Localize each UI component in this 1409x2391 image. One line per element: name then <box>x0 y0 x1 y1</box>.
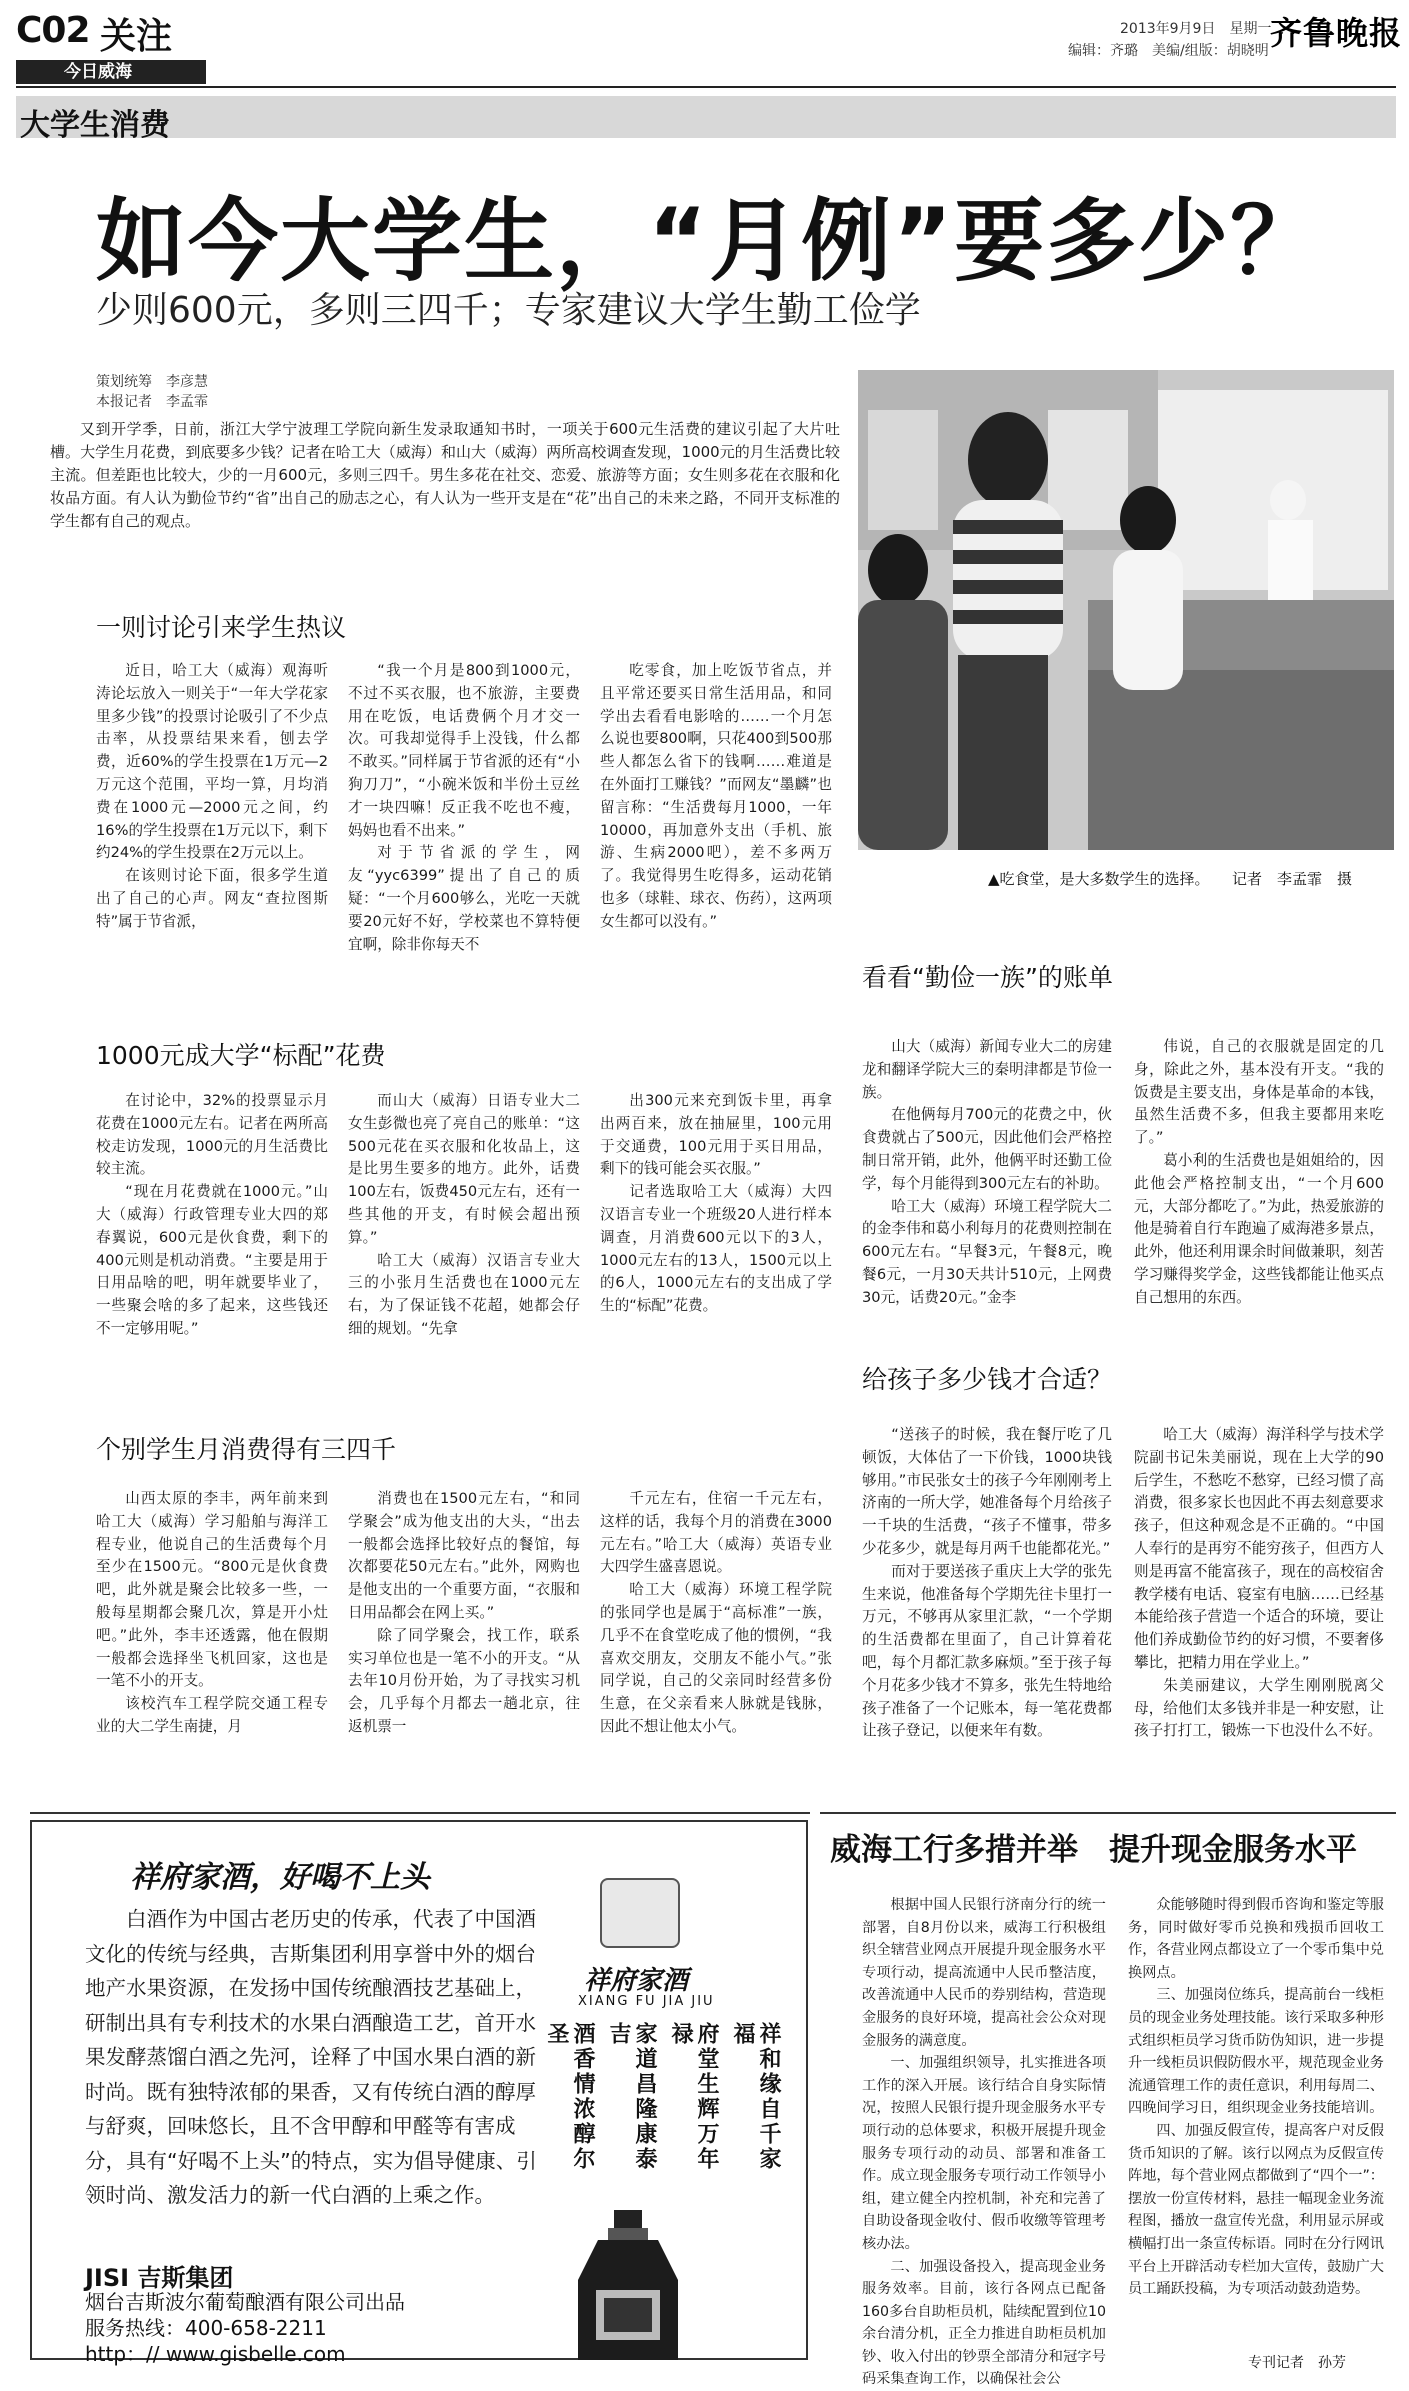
column-paragraph: 一、加强组织领导，扎实推进各项工作的深入开展。该行结合自身实际情况，按照人民银行提升现金服务水平专项行动的总体要求，积极开展提升现金服务专项行动的动员、部署和准备工作。成立现金服务专项行动工作领导小组，建立健全内控机制，补充和完善了自助设备现金收付、假币收缴等管理考核办法。 <box>862 2052 1106 2255</box>
ad-brand-pinyin: XIANG FU JIA JIU <box>578 1994 715 2009</box>
ad-slogan: 祥府家酒，好喝不上头 <box>130 1852 430 1896</box>
paper-logo: 齐鲁晚报 <box>1270 8 1402 54</box>
column-text: 山西太原的李丰，两年前来到哈工大（威海）学习船舶与海洋工程专业，他说自己的生活费每个月至少在1500元。“800元是伙食费吧，此外就是聚会比较多一些，一般每星期都会聚几次，算是开小灶吧。”此外，李丰还透露，他在假期一般都会选择坐飞机回家，这也是一笔不小的开支。 <box>96 1488 328 1693</box>
section-heading: 1000元成大学“标配”花费 <box>96 1036 386 1072</box>
column-text: 山大（威海）新闻专业大二的房建龙和翻译学院大三的秦明津都是节俭一族。 <box>862 1036 1112 1104</box>
editor-credits: 编辑：齐璐 美编/组版：胡晓明 <box>1068 40 1269 60</box>
column-paragraph: 对于节省派的学生，网友“yyc6399”提出了自己的质疑：“一个月600够么，光吃一天就要20元好不好，学校菜也不算特便宜啊，除非你每天不 <box>348 842 580 956</box>
column-paragraph: 哈工大（威海）环境工程学院的张同学也是属于“高标准”一族，几乎不在食堂吃成了他的惯例，“我喜欢交朋友，交朋友不能小气。”张同学说，自己的父亲同时经营多份生意，在父亲看来人脉就是钱脉，因此不想让他太小气。 <box>600 1579 832 1739</box>
subheadline: 少则600元，多则三四千；专家建议大学生勤工俭学 <box>96 282 921 333</box>
canteen-photo <box>858 370 1394 850</box>
article-column <box>1134 1424 1384 1804</box>
column-text: 吃零食，加上吃饭节省点，并且平常还要买日常生活用品，和同学出去看看电影啥的……一个月怎么说也要800啊，只花400到500那些人都怎么省下的钱啊……难道是在外面打工赚钱？”而网友“墨麟”也留言称：“生活费每月1000，一年10000，再加意外支出（手机、旅游、生病2000吧），差不多两万了。我觉得男生吃得多，运动花销也多（球鞋、球衣、伤药），这两项女生都可以没有。” <box>600 660 832 934</box>
section-label: 关注 <box>100 8 172 59</box>
bottle-icon <box>568 2210 688 2360</box>
lede <box>50 418 840 533</box>
verse-line: 祥和缘自千家福 <box>730 2022 782 2172</box>
issue-date: 2013年9月9日 星期一 <box>1120 18 1271 38</box>
article-column <box>348 1090 580 1390</box>
column-paragraph: 而对于要送孩子重庆上大学的张先生来说，他准备每个学期先往卡里打一万元，不够再从家里汇款，“一个学期的生活费都在里面了，自己计算着花吧，每个月都汇款多麻烦。”至于孩子每个月花多少钱才不算多，张先生特地给孩子准备了一个记账本，每一笔花费都让孩子登记，以便来年有数。 <box>862 1561 1112 1743</box>
article-column <box>862 1894 1106 2346</box>
column-text: 哈工大（威海）海洋科学与技术学院副书记朱美丽说，现在上大学的90后学生，不愁吃不愁穿，已经习惯了高消费，很多家长也因此不再去刻意要求孩子，但这种观念是不正确的。“中国人奉行的是再穷不能穷孩子，但西方人则是再富不能富孩子，现在的高校宿舍教学楼有电话、寝室有电脑……已经基本能给孩子营造一个适合的环境，要让他们养成勤俭节约的好习惯，不要奢侈攀比，把精力用在学业上。” <box>1134 1424 1384 1675</box>
column-text: 消费也在1500元左右，“和同学聚会”成为他支出的大头，“出去一般都会选择比较好点的餐馆，每次都要花50元左右。”此外，网购也是他支出的一个重要方面，“衣服和日用品都会在网上买。” <box>348 1488 580 1625</box>
headline: 如今大学生，“月例”要多少？ <box>96 168 1322 298</box>
column-paragraph: 除了同学聚会，找工作，联系实习单位也是一笔不小的开支。“从去年10月份开始，为了寻找实习机会，几乎每个月都去一趟北京，往返机票一 <box>348 1625 580 1739</box>
ad-hotline: 服务热线：400-658-2211 <box>85 2312 327 2341</box>
section-heading: 个别学生月消费得有三四千 <box>96 1430 396 1466</box>
column-paragraph: 哈工大（威海）汉语言专业大三的小张月生活费也在1000元左右，为了保证钱不花超，她都会仔细的规划。“先拿 <box>348 1250 580 1341</box>
brand-emblem-icon <box>600 1878 680 1948</box>
column-text: 在讨论中，32%的投票显示月花费在1000元左右。记者在两所高校走访发现，1000元的月生活费比较主流。 <box>96 1090 328 1181</box>
article-column <box>600 1090 832 1390</box>
masthead-rule <box>16 86 1396 88</box>
column-paragraph: 朱美丽建议，大学生刚刚脱离父母，给他们太多钱并非是一种安慰，让孩子打打工，锻炼一下也没什么不好。 <box>1134 1675 1384 1743</box>
ad-body-text: 白酒作为中国古老历史的传承，代表了中国酒文化的传统与经典，吉斯集团利用享誉中外的烟台地产水果资源，在发扬中国传统酿酒技艺基础上，研制出具有专利技术的水果白酒酿造工艺，首开水果发酵蒸馏白酒之先河，诠释了中国水果白酒的新时尚。既有独特浓郁的果香，又有传统白酒的醇厚与舒爽，回味悠长，且不含甲醇和甲醛等有害成分，具有“好喝不上头”的特点，实为倡导健康、引领时尚、激发活力的新一代白酒的上乘之作。 <box>85 1902 545 2213</box>
ad-verse <box>582 2022 782 2172</box>
column-text: 近日，哈工大（威海）观海听涛论坛放入一则关于“一年大学花家里多少钱”的投票讨论吸引了不少点击率，从投票结果来看，刨去学费，近60%的学生投票在1万元—2万元这个范围，平均一算，月均消费在1000元—2000元之间，约16%的学生投票在1万元以下，剩下约24%的学生投票在2万元以上。 <box>96 660 328 865</box>
verse-line: 府堂生辉万年禄 <box>668 2022 720 2172</box>
column-paragraph: 在他俩每月700元的花费之中，伙食费就占了500元，因此他们会严格控制日常开销，此外，他俩平时还勤工俭学，每个月能得到300元左右的补助。 <box>862 1104 1112 1195</box>
ad-top-rule <box>30 1812 810 1814</box>
topic-bar <box>16 96 1396 138</box>
column-paragraph: “现在月花费就在1000元。”山大（威海）行政管理专业大四的郑春翼说，600元是伙食费，剩下的400元则是机动消费。“主要是用于日用品啥的吧，明年就要毕业了，一些聚会啥的多了起来，这些钱还不一定够用呢。” <box>96 1181 328 1341</box>
section-heading: 给孩子多少钱才合适？ <box>862 1360 1112 1396</box>
article-column <box>96 660 328 965</box>
column-paragraph: 记者选取哈工大（威海）大四汉语言专业一个班级20人进行样本调查，月消费600元以下的3人，1000元左右的13人，1500元以上的6人，1000元左右的支出成了学生的“标配”花费。 <box>600 1181 832 1318</box>
verse-line: 酒香情浓醇尔圣 <box>544 2022 596 2172</box>
lede-text: 又到开学季，日前，浙江大学宁波理工学院向新生发录取通知书时，一项关于600元生活费的建议引起了大片吐槽。大学生月花费，到底要多少钱？记者在哈工大（威海）和山大（威海）两所高校调查发现，1000元的月生活费比较主流。但差距也比较大，少的一月600元，多则三四千。男生多花在社交、恋爱、旅游等方面；女生则多花在衣服和化妆品方面。有人认为勤俭节约“省”出自己的励志之心，有人认为一些开支是在“花”出自己的未来之路，不同开支标准的学生都有自己的观点。 <box>50 418 840 533</box>
topic-label: 大学生消费 <box>20 100 170 144</box>
column-text: 众能够随时得到假币咨询和鉴定等服务，同时做好零币兑换和残损币回收工作，各营业网点都设立了一个零币集中兑换网点。 <box>1128 1894 1384 1984</box>
column-paragraph: 四、加强反假宣传，提高客户对反假货币知识的了解。该行以网点为反假宣传阵地，每个营业网点都做到了“四个一”：摆放一份宣传材料，悬挂一幅现金业务流程图，播放一盘宣传光盘，利用显示屏或横幅打出一条宣传标语。同时在分行网讯平台上开辟活动专栏加大宣传，鼓励广大员工踊跃投稿，为专项活动鼓劲造势。 <box>1128 2120 1384 2301</box>
ad-brand-name: 祥府家酒 <box>584 1960 688 1997</box>
column-paragraph: 二、加强设备投入，提高现金业务服务效率。目前，该行各网点已配备160多台自助柜员机，陆续配置到位10余台清分机，正全力推进自助柜员机加钞、收入付出的钞票全部清分和冠字号码采集查询工作，以确保社会公 <box>862 2256 1106 2391</box>
article-column <box>1134 1036 1384 1356</box>
section-heading: 一则讨论引来学生热议 <box>96 608 346 644</box>
column-paragraph: 三、加强岗位练兵，提高前台一线柜员的现金业务处理技能。该行采取多种形式组织柜员学习货币防伪知识，进一步提升一线柜员识假防假水平，规范现金业务流通管理工作的责任意识，利用每周二、四晚间学习日，组织现金业务技能培训。 <box>1128 1984 1384 2120</box>
article-column <box>1128 1894 1384 2346</box>
article-column <box>862 1036 1112 1356</box>
column-text: 根据中国人民银行济南分行的统一部署，自8月份以来，威海工行积极组织全辖营业网点开展提升现金服务水平专项行动，提高流通中人民币整洁度，改善流通中人民币的券别结构，营造现金服务的良好环境，提高社会公众对现金服务的满意度。 <box>862 1894 1106 2052</box>
column-paragraph: 葛小利的生活费也是姐姐给的，因此他会严格控制支出，“一个月600元，大部分都吃了。”为此，热爱旅游的他是骑着自行车跑遍了威海港多景点，此外，他还利用课余时间做兼职，刻苦学习赚得奖学金，这些钱都能让他买点自己想用的东西。 <box>1134 1150 1384 1310</box>
reporter-credit: 本报记者 李孟霏 <box>96 392 208 412</box>
verse-line: 家道昌隆康泰吉 <box>606 2022 658 2172</box>
canteen-photo-illustration <box>858 370 1394 850</box>
ad-website: http：// www.gisbelle.com <box>85 2338 346 2367</box>
article-column <box>96 1090 328 1390</box>
article-credits <box>96 372 208 412</box>
column-text: 伟说，自己的衣服就是固定的几身，除此之外，基本没有开支。“我的饭费是主要支出，身体是革命的本钱，虽然生活费不多，但我主要都用来吃了。” <box>1134 1036 1384 1150</box>
ad-company: 烟台吉斯波尔葡萄酿酒有限公司出品 <box>85 2286 405 2315</box>
page-number: C02 <box>16 10 90 51</box>
planner-credit: 策划统筹 李彦慧 <box>96 372 208 392</box>
column-paragraph: 哈工大（威海）环境工程学院大二的金李伟和葛小利每月的花费则控制在600元左右。“早餐3元，午餐8元，晚餐6元，一月30天共计510元，上网费30元，话费20元。”金李 <box>862 1196 1112 1310</box>
subsection-label: 今日威海 <box>16 60 206 84</box>
column-text: “我一个月是800到1000元，不过不买衣服，也不旅游，主要费用在吃饭，电话费俩个月才交一次。可我却觉得手上没钱，什么都不敢买。”同样属于节省派的还有“小狗刀刀”，“小碗米饭和半份土豆丝才一块四嘛！反正我不吃也不瘦，妈妈也看不出来。” <box>348 660 580 842</box>
ad-body <box>85 1902 545 2213</box>
column-text: 出300元来充到饭卡里，再拿出两百来，放在抽屉里，100元用于交通费，100元用于买日用品，剩下的钱可能会买衣服。” <box>600 1090 832 1181</box>
column-paragraph: 在该则讨论下面，很多学生道出了自己的心声。网友“查拉图斯特”属于节省派， <box>96 865 328 933</box>
article-column <box>862 1424 1112 1804</box>
news2-top-rule <box>820 1812 1396 1814</box>
column-text: 而山大（威海）日语专业大二女生彭微也亮了亮自己的账单：“这500元花在买衣服和化妆品上，这是比男生要多的地方。此外，话费100左右，饭费450元左右，还有一些其他的开支，有时候会超出预算。” <box>348 1090 580 1250</box>
article-column <box>348 660 580 965</box>
news2-byline: 专刊记者 孙芳 <box>1248 2352 1346 2372</box>
article-column <box>600 1488 832 1798</box>
article-column <box>600 660 832 965</box>
article-column <box>96 1488 328 1798</box>
article-column <box>348 1488 580 1798</box>
section-heading: 看看“勤俭一族”的账单 <box>862 958 1113 994</box>
news2-headline: 威海工行多措并举 提升现金服务水平 <box>830 1824 1357 1869</box>
group-logo: JISI 吉斯集团 <box>85 2258 233 2293</box>
column-text: “送孩子的时候，我在餐厅吃了几顿饭，大体估了一下价钱，1000块钱够用。”市民张女士的孩子今年刚刚考上济南的一所大学，她准备每个月给孩子一千块的生活费，“孩子不懂事，带多少花多少，就是每月两千也能都花光。” <box>862 1424 1112 1561</box>
photo-caption: ▲吃食堂，是大多数学生的选择。 记者 李孟霏 摄 <box>988 868 1352 889</box>
column-text: 千元左右，住宿一千元左右，这样的话，我每个月的消费在3000元左右。”哈工大（威海）英语专业大四学生盛喜恩说。 <box>600 1488 832 1579</box>
column-paragraph: 该校汽车工程学院交通工程专业的大二学生南捷，月 <box>96 1693 328 1739</box>
